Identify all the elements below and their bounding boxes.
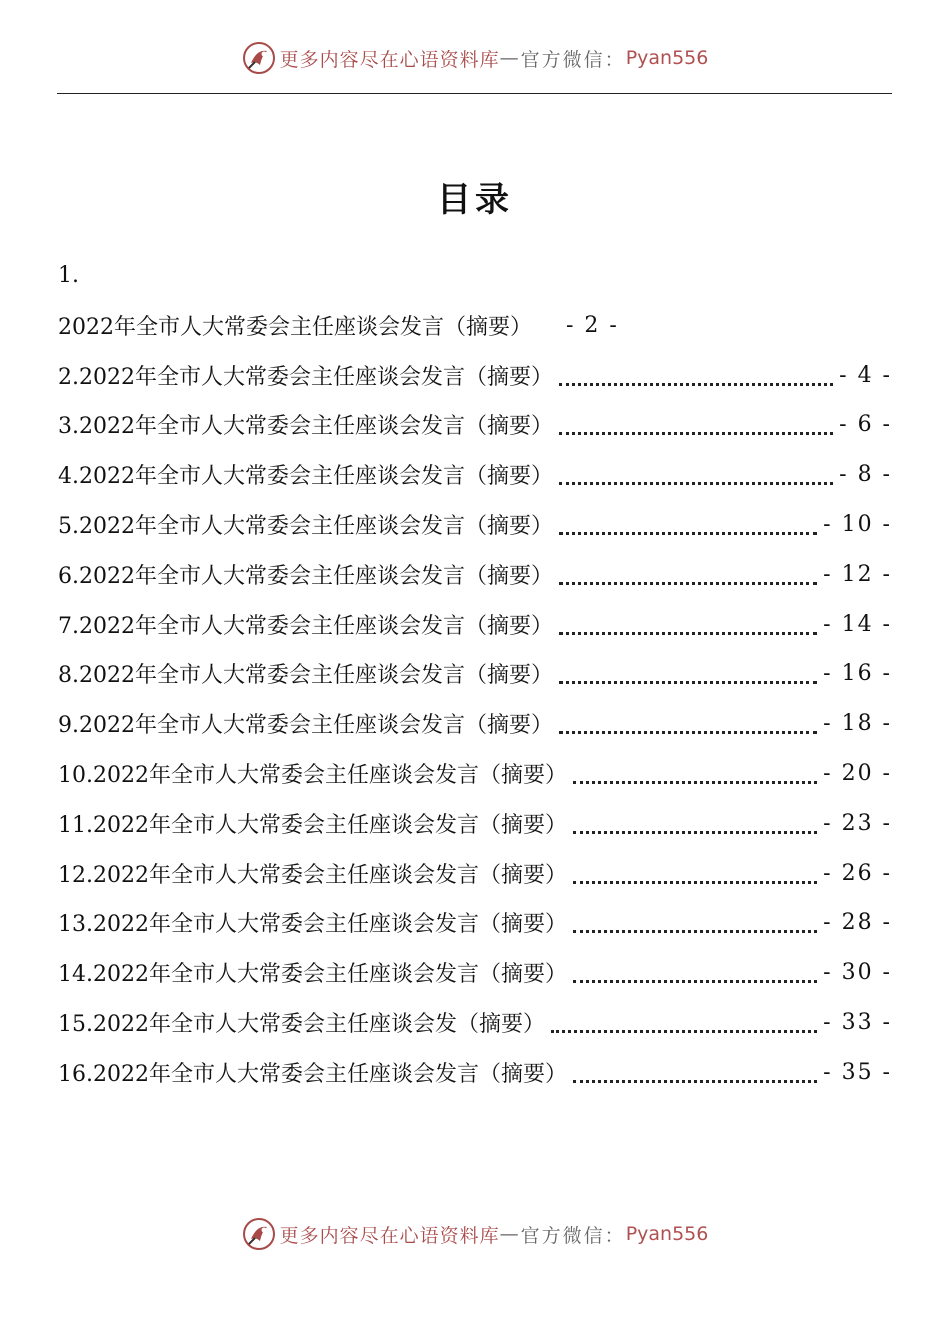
header-wechat-handle: Pyan556	[625, 47, 709, 69]
toc-entry-page: - 30 -	[823, 960, 892, 986]
toc-entry-title: 9.2022年全市人大常委会主任座谈会发言（摘要）	[58, 713, 553, 739]
toc-leader-dots	[573, 1080, 817, 1083]
logo-icon	[242, 1217, 276, 1251]
toc-entry[interactable]	[58, 957, 892, 989]
toc-entry[interactable]	[58, 857, 892, 889]
toc-entry-title: 16.2022年全市人大常委会主任座谈会发言（摘要）	[58, 1061, 567, 1087]
toc-entry-title: 4.2022年全市人大常委会主任座谈会发言（摘要）	[58, 464, 553, 490]
header-dash: —	[499, 47, 521, 69]
toc-entry-title: 15.2022年全市人大常委会主任座谈会发（摘要）	[58, 1011, 545, 1037]
toc-entry-title: 2022年全市人大常委会主任座谈会发言（摘要）	[58, 314, 532, 340]
toc-entry-page: - 12 -	[823, 561, 892, 587]
toc-entry-title: 13.2022年全市人大常委会主任座谈会发言（摘要）	[58, 912, 567, 938]
toc-leader-dots	[573, 881, 817, 884]
toc-leader-dots	[559, 582, 817, 585]
toc-first-number: 1.	[58, 262, 79, 288]
toc-entry-page: - 33 -	[823, 1009, 892, 1035]
toc-leader-dots	[573, 781, 817, 784]
header-promo-text: 更多内容尽在心语资料库	[279, 48, 500, 71]
toc-leader-dots	[559, 432, 833, 435]
toc-leader-dots	[559, 532, 817, 535]
toc-leader-dots	[559, 681, 817, 684]
toc-entry-title: 6.2022年全市人大常委会主任座谈会发言（摘要）	[58, 563, 553, 589]
toc-entry[interactable]	[58, 608, 892, 640]
toc-entry[interactable]	[58, 459, 892, 491]
toc-entry[interactable]	[58, 359, 892, 391]
footer-promo-text: 更多内容尽在心语资料库	[279, 1224, 500, 1247]
toc-entry-title: 2.2022年全市人大常委会主任座谈会发言（摘要）	[58, 364, 553, 390]
toc-entry[interactable]	[58, 558, 892, 590]
toc-entry-page: - 4 -	[839, 362, 892, 388]
toc-entry[interactable]	[58, 658, 892, 690]
toc-entry-title: 12.2022年全市人大常委会主任座谈会发言（摘要）	[58, 862, 567, 888]
toc-entry-title: 7.2022年全市人大常委会主任座谈会发言（摘要）	[58, 613, 553, 639]
page-title: 目录	[437, 180, 513, 220]
footer-watermark	[0, 1214, 950, 1254]
toc-first-number-line	[58, 259, 892, 291]
toc-entry-page: - 23 -	[823, 810, 892, 836]
toc-leader-dots	[559, 482, 833, 485]
toc-entry[interactable]	[58, 757, 892, 789]
toc-entry-title: 3.2022年全市人大常委会主任座谈会发言（摘要）	[58, 414, 553, 440]
toc-entry-title: 14.2022年全市人大常委会主任座谈会发言（摘要）	[58, 962, 567, 988]
toc-entry-page: - 26 -	[823, 860, 892, 886]
toc-entry[interactable]	[58, 1056, 892, 1088]
toc-entry[interactable]	[58, 907, 892, 939]
toc-entry-page: - 14 -	[823, 611, 892, 637]
toc-leader-dots	[573, 980, 817, 983]
header-watermark	[0, 38, 950, 78]
toc-entry[interactable]	[58, 409, 892, 441]
toc-entry-page: - 2 -	[566, 312, 619, 338]
toc-entry[interactable]	[58, 1006, 892, 1038]
toc-entry-page: - 16 -	[823, 661, 892, 687]
toc-entry-page: - 35 -	[823, 1059, 892, 1085]
toc-leader-dots	[559, 731, 817, 734]
logo-icon	[242, 41, 276, 75]
toc-entry-title: 5.2022年全市人大常委会主任座谈会发言（摘要）	[58, 513, 553, 539]
toc-entry[interactable]	[58, 508, 892, 540]
toc-leader-dots	[559, 383, 833, 386]
toc-entry[interactable]	[58, 708, 892, 740]
toc-leader-dots	[551, 1030, 817, 1033]
footer-dash: —	[499, 1223, 521, 1245]
toc-entry-page: - 8 -	[839, 462, 892, 488]
toc-entry[interactable]	[58, 807, 892, 839]
toc-entry-title: 8.2022年全市人大常委会主任座谈会发言（摘要）	[58, 663, 553, 689]
toc-entry-title: 11.2022年全市人大常委会主任座谈会发言（摘要）	[58, 812, 567, 838]
toc-entry-page: - 20 -	[823, 760, 892, 786]
toc-leader-dots	[559, 632, 817, 635]
toc-entry-page: - 18 -	[823, 711, 892, 737]
header-wechat-label: 官方微信：	[520, 48, 626, 71]
toc-entry-page: - 6 -	[839, 412, 892, 438]
footer-wechat-label: 官方微信：	[520, 1224, 626, 1247]
toc-leader-dots	[573, 831, 817, 834]
toc-entry-title: 10.2022年全市人大常委会主任座谈会发言（摘要）	[58, 762, 567, 788]
header-rule	[57, 93, 892, 94]
toc-leader-dots	[573, 930, 817, 933]
footer-wechat-handle: Pyan556	[625, 1223, 709, 1245]
toc-entry-page: - 28 -	[823, 910, 892, 936]
toc-entry-page: - 10 -	[823, 511, 892, 537]
toc-entry[interactable]	[58, 309, 619, 341]
